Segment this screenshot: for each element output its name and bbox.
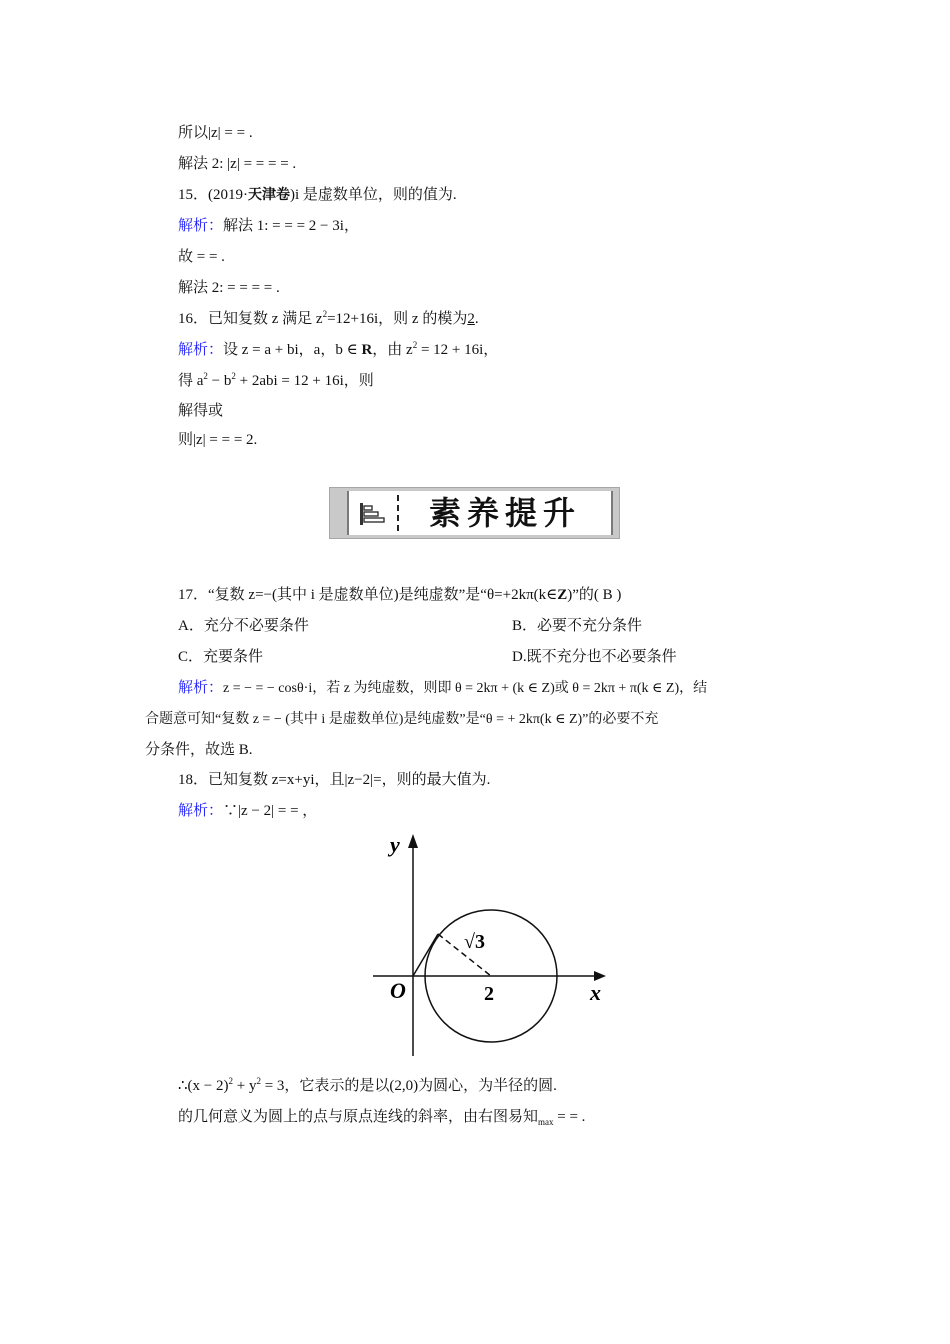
option-d-text: D.既不充分也不必要条件 [512, 649, 677, 665]
solution-text: z = − = − cosθ·i，若 z 为纯虚数，则即 θ = 2kπ + (k ∈ Z)或 θ = 2kπ + π(k ∈ Z)，结 [223, 681, 708, 696]
text: 的几何意义为圆上的点与原点连线的斜率，由右图易知 [178, 1109, 539, 1125]
solution-label: 解析： [178, 342, 224, 358]
text-line [178, 401, 223, 421]
solution-text: 合题意可知“复数 z = − (其中 i 是虚数单位)是纯虚数”是“θ = + 2kπ(k ∈ Z)”的必要不充 [145, 712, 659, 727]
question-16 [178, 309, 479, 329]
solution-line [178, 216, 359, 236]
text-line [178, 123, 253, 143]
option-a-text: A．充分不必要条件 [178, 618, 309, 634]
banner-divider [397, 495, 399, 531]
origin-label: O [390, 978, 406, 1003]
solution-label: 解析： [178, 680, 224, 696]
q18-stem: 18．已知复数 z=x+yi，且|z−2|=，则的最大值为. [178, 772, 491, 788]
y-axis-arrow [408, 834, 418, 848]
text-line [178, 247, 225, 267]
sub-max: max [538, 1117, 554, 1127]
line-method2-b: 解法 2: = = = = . [178, 280, 280, 296]
q17-stem-c: )”的( B ) [567, 587, 622, 603]
integers-symbol: Z [557, 587, 568, 603]
solution-text: = 12 + 16i， [417, 342, 499, 358]
solution-text: 分条件，故选 B. [145, 742, 253, 758]
solution-text: 设 z = a + bi，a，b ∈ [223, 342, 362, 358]
line-method2: 解法 2: |z| = = = = . [178, 156, 297, 172]
text-line [178, 278, 280, 298]
solution-label: 解析： [178, 218, 224, 234]
x-label: x [590, 980, 601, 1005]
sup: 2 [412, 340, 418, 350]
solution-line [178, 340, 498, 360]
q16-answer: 2 [467, 311, 475, 327]
reals-symbol: R [361, 342, 373, 358]
solution-line [145, 709, 658, 730]
text: + 2abi = 12 + 16i，则 [235, 373, 374, 389]
text-line [178, 1107, 585, 1127]
sup: 2 [256, 1076, 261, 1086]
bar-chart-icon [357, 501, 385, 527]
solution-label: 解析： [178, 803, 224, 819]
q17-stem-a: 17．“复数 z=−(其中 i 是虚数单位)是纯虚数”是“θ=+2kπ(k∈ [178, 587, 558, 603]
option-c [178, 647, 263, 667]
question-15 [178, 185, 457, 205]
banner-inner [347, 491, 613, 535]
text-line [178, 154, 296, 174]
text: 得 a [178, 373, 204, 389]
text: ∴(x − 2) [178, 1078, 229, 1094]
text: = = . [553, 1109, 586, 1125]
sup: 2 [231, 371, 236, 381]
question-18 [178, 770, 490, 790]
q16-period: . [474, 311, 479, 327]
solution-line [178, 801, 317, 821]
banner-title: 素养提升 [429, 494, 582, 532]
sup: 2 [203, 371, 208, 381]
text-line [178, 1076, 557, 1096]
text: + y [233, 1078, 257, 1094]
option-b-text: B．必要不充分条件 [512, 618, 643, 634]
circle-diagram [368, 826, 618, 1060]
solution-line [145, 740, 253, 760]
option-a [178, 616, 309, 636]
sup: 2 [228, 1076, 233, 1086]
y-label: y [390, 832, 400, 857]
line-solve: 解得或 [178, 403, 224, 419]
q15-source: 天津卷 [248, 187, 290, 203]
q15-prefix: 15．(2019· [178, 187, 248, 203]
q16-sup: 2 [322, 309, 328, 319]
solution-line [178, 678, 707, 699]
option-b [512, 616, 642, 636]
line-so-modulus: 所以|z| = = . [178, 125, 253, 141]
q16-stem-b: =12+16i，则 z 的模为 [327, 311, 468, 327]
solution-text: 解法 1: = = = 2 − 3i， [223, 218, 359, 234]
solution-text: ，由 z [372, 342, 413, 358]
section-banner [329, 487, 620, 539]
q16-stem-a: 16．已知复数 z 满足 z [178, 311, 323, 327]
option-c-text: C．充要条件 [178, 649, 264, 665]
text: = 3，它表示的是以(2,0)为圆心，为半径的圆. [260, 1078, 557, 1094]
center-label: 2 [484, 983, 494, 1005]
text-line [178, 430, 257, 450]
option-d [512, 647, 677, 667]
question-17 [178, 585, 621, 605]
line-therefore: 故 = = . [178, 249, 225, 265]
q15-stem: )i 是虚数单位，则的值为. [290, 187, 457, 203]
radius-label: √3 [464, 931, 485, 953]
text-line [178, 371, 374, 391]
text: − b [207, 373, 232, 389]
line-result: 则|z| = = = 2. [178, 432, 258, 448]
solution-text: ∵|z − 2| = = ， [223, 803, 318, 819]
